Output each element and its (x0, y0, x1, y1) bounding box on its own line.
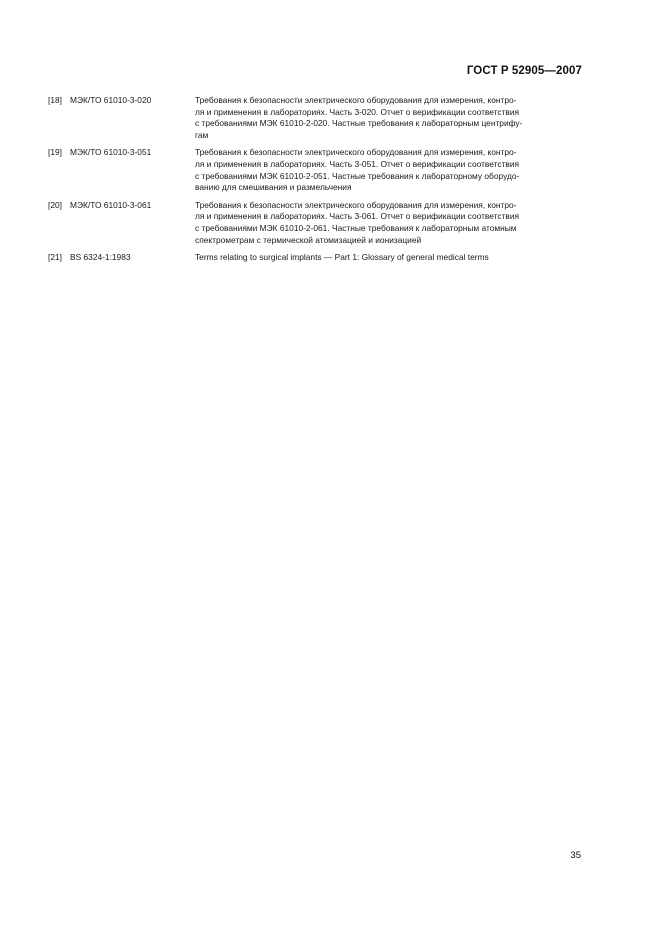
reference-code: BS 6324-1:1983 (70, 252, 131, 263)
reference-number: [19] (48, 147, 62, 158)
reference-title-line: с требованиями МЭК 61010-2-020. Частные требования к лабораторным центрифу- (195, 118, 523, 129)
reference-code: МЭК/ТО 61010-3-051 (70, 147, 152, 158)
reference-item-20 (48, 200, 582, 246)
reference-number: [18] (48, 95, 62, 105)
reference-title-line: ля и применения в лабораториях. Часть 3-051. Отчет о верификации соответствия (195, 158, 520, 169)
reference-number: [20] (48, 199, 62, 210)
reference-title (195, 200, 582, 246)
reference-item-18 (48, 95, 582, 141)
bibliography-list (48, 95, 582, 270)
reference-title-line: ля и применения в лабораториях. Часть 3-020. Отчет о верификации соответствия (195, 106, 520, 117)
reference-number: [21] (48, 252, 62, 263)
reference-code: МЭК/ТО 61010-3-061 (70, 199, 152, 210)
reference-title (195, 95, 582, 141)
reference-title-line: Требования к безопасности электрического оборудования для измерения, контро- (195, 147, 517, 158)
reference-title (195, 147, 582, 193)
document-code: ГОСТ Р 52905—2007 (466, 65, 582, 77)
reference-title-line: ванию для смешивания и размельчения (195, 182, 352, 193)
reference-item-19 (48, 147, 582, 193)
reference-title-line: ля и применения в лабораториях. Часть 3-061. Отчет о верификации соответствия (195, 211, 520, 222)
reference-title (195, 252, 582, 264)
reference-title-line: спектрометрам с термической атомизацией и ионизацией (195, 234, 422, 245)
reference-title-line: Требования к безопасности электрического оборудования для измерения, контро- (195, 95, 517, 105)
reference-code: МЭК/ТО 61010-3-020 (70, 95, 152, 105)
reference-title-line: Требования к безопасности электрического оборудования для измерения, контро- (195, 199, 517, 210)
reference-title-line: Terms relating to surgical implants — Part 1: Glossary of general medical terms (195, 252, 489, 263)
reference-item-21 (48, 252, 582, 264)
reference-title-line: гам (195, 129, 209, 140)
reference-title-line: с требованиями МЭК 61010-2-061. Частные требования к лабораторным атомным (195, 222, 517, 233)
page-number: 35 (570, 850, 581, 861)
reference-title-line: с требованиями МЭК 61010-2-051. Частные требования к лабораторному оборудо- (195, 170, 520, 181)
